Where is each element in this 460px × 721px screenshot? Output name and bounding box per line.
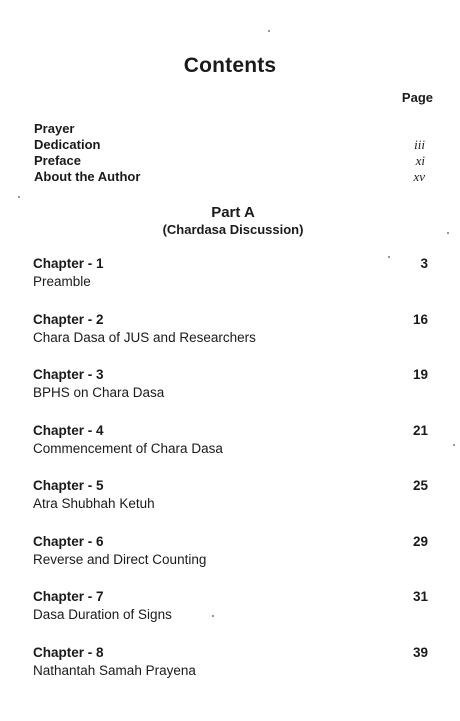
chapter-page: 16 [412,311,428,327]
chapter-entry [33,366,428,422]
chapter-label: Chapter - 3 [33,367,104,382]
chapter-title: Reverse and Direct Counting [33,551,207,567]
chapter-heading-line [33,422,428,440]
chapter-label: Chapter - 8 [33,644,104,660]
front-matter-page [425,121,426,137]
page-column-header: Page [401,90,433,105]
chapter-heading-line [33,477,428,495]
chapter-label: Chapter - 1 [33,256,104,271]
chapter-page: 3 [420,256,428,271]
scan-speck [447,232,449,234]
front-matter-label: Preface [34,153,81,168]
chapter-label: Chapter - 7 [33,589,104,604]
chapter-title: Chara Dasa of JUS and Researchers [33,329,256,345]
front-matter-list [34,121,426,185]
chapter-entry [33,588,428,644]
chapter-title: Atra Shubhah Ketuh [33,496,155,511]
chapter-entry [33,255,428,311]
scan-speck [388,256,390,258]
chapter-page: 21 [412,422,428,438]
front-matter-label: Dedication [34,137,101,152]
scan-speck [18,196,20,198]
chapter-label: Chapter - 6 [33,533,104,549]
front-matter-label: About the Author [34,169,141,184]
chapter-heading-line [33,366,428,384]
front-matter-page: xv [413,169,425,184]
chapter-entry [33,533,428,589]
scan-speck [212,615,214,617]
chapter-title: Dasa Duration of Signs [33,607,172,622]
chapter-page: 19 [412,367,428,382]
chapter-label: Chapter - 5 [33,478,104,493]
front-matter-item-about-the-author [34,169,426,185]
chapter-entry [33,644,428,700]
front-matter-item-preface [34,153,426,169]
chapter-title: Preamble [33,274,91,289]
contents-title: Contents [183,54,277,77]
part-title: Part A [211,204,255,221]
chapter-list [33,255,428,699]
front-matter-item-prayer [34,121,426,137]
chapter-page: 39 [412,644,428,660]
chapter-heading-line [33,588,428,606]
chapter-title: Commencement of Chara Dasa [33,440,223,456]
scan-speck [453,444,455,446]
front-matter-label: Prayer [34,121,75,136]
chapter-page: 25 [412,478,428,493]
chapter-label: Chapter - 2 [33,311,104,327]
chapter-title: Nathantah Samah Prayena [33,662,196,678]
scan-speck [268,30,270,32]
chapter-title: BPHS on Chara Dasa [33,385,165,400]
chapter-label: Chapter - 4 [33,422,104,438]
chapter-heading-line [33,533,428,551]
chapter-entry [33,422,428,478]
front-matter-page: iii [414,137,425,152]
front-matter-item-dedication [34,137,426,153]
chapter-entry [33,311,428,367]
front-matter-page: xi [415,153,425,168]
chapter-heading-line [33,255,428,273]
chapter-heading-line [33,644,428,662]
chapter-page: 31 [412,589,428,604]
chapter-entry [33,477,428,533]
part-subtitle: (Chardasa Discussion) [162,222,304,237]
chapter-heading-line [33,311,428,329]
chapter-page: 29 [412,533,428,549]
